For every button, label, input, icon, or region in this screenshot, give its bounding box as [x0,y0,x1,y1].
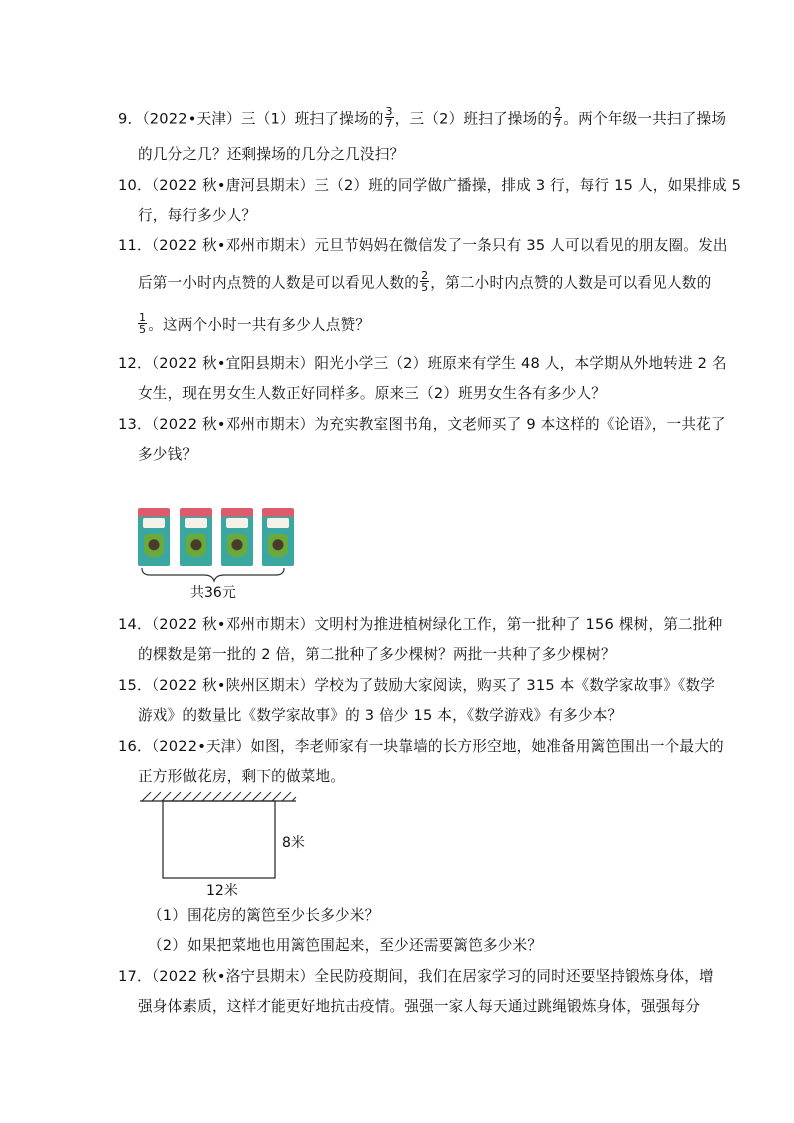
q9-line2: 的几分之几？还剩操场的几分之几没扫？ [138,146,405,163]
q9-text-c: 。两个年级一共扫了操场 [563,110,727,128]
fraction-2-7: $\frac{2}{7}$ [554,105,562,130]
book-cover-image [180,508,212,566]
fraction-1-5: $\frac{1}{5}$ [139,311,147,336]
q17-line2: 强身体素质，这样才能更好地抗击疫情。强强一家人每天通过跳绳锻炼身体，强强每分 [138,998,701,1015]
q16-line2: 正方形做花房，剩下的做菜地。 [138,768,346,785]
q17-line1: 17．（2022 秋•洛宁县期末）全民防疫期间，我们在居家学习的同时还要坚持锻炼身体，增 [118,968,714,985]
q10-line1: 10．（2022 秋•唐河县期末）三（2）班的同学做广播操，排成 3 行，每行 15 人，如果排成 5 [118,177,742,194]
q15-line1: 15．（2022 秋•陕州区期末）学校为了鼓励大家阅读，购买了 315 本《数学家故事》《数学 [118,677,716,694]
q15-line2: 游戏》的数量比《数学家故事》的 3 倍少 15 本，《数学游戏》有多少本？ [138,707,623,724]
book-cover-image [221,508,253,566]
q13-line2: 多少钱？ [138,446,198,463]
q10-line2: 行，每行多少人？ [138,207,257,224]
q11-text-c: 。这两个小时一共有多少人点赞？ [148,316,371,334]
q12-line1: 12．（2022 秋•宜阳县期末）阳光小学三（2）班原来有学生 48 人，本学期从外地转进 2 名 [118,355,727,372]
q9-text-a: 9．（2022•天津）三（1）班扫了操场的 [118,110,384,128]
q14-line2: 的棵数是第一批的 2 倍，第二批种了多少棵树？两批一共种了多少棵树？ [138,646,616,663]
width-label: 12米 [206,883,238,899]
q12-line2: 女生，现在男女生人数正好同样多。原来三（2）班男女生各有多少人？ [138,385,607,402]
q16-sub1: （1）围花房的篱笆至少长多少米？ [148,907,380,924]
book-cover-image [138,508,170,566]
q16-sub2: （2）如果把菜地也用篱笆围起来，至少还需要篱笆多少米？ [148,937,543,954]
q11-text-b: ，第二小时内点赞的人数是可以看见人数的 [430,274,712,292]
q13-line1: 13．（2022 秋•邓州市期末）为充实教室图书角，文老师买了 9 本这样的《论语》，一共花了 [118,416,726,433]
wall-hatching [142,792,296,801]
q14-line1: 14．（2022 秋•邓州市期末）文明村为推进植树绿化工作，第一批种了 156 棵树，第二批种 [118,616,723,633]
q16-line1: 16．（2022•天津）如图，李老师家有一块靠墙的长方形空地，她准备用篱笆围出一个最大的 [118,738,724,755]
land-rectangle [163,801,275,878]
fraction-2-5: $\frac{2}{5}$ [421,269,429,294]
q9-line1 [118,105,727,131]
q9-text-b: ，三（2）班扫了操场的 [394,110,553,128]
q11-line2 [138,269,712,295]
height-label: 8米 [282,835,305,851]
q11-line1: 11．（2022 秋•邓州市期末）元旦节妈妈在微信发了一条只有 35 人可以看见的朋友圈。发出 [118,237,728,254]
q11-line3 [138,311,371,337]
book-cover-image [262,508,294,566]
q11-text-a: 后第一小时内点赞的人数是可以看见人数的 [138,274,420,292]
total-price-label: 共36元 [190,585,236,601]
fraction-3-7: $\frac{3}{7}$ [385,105,393,130]
